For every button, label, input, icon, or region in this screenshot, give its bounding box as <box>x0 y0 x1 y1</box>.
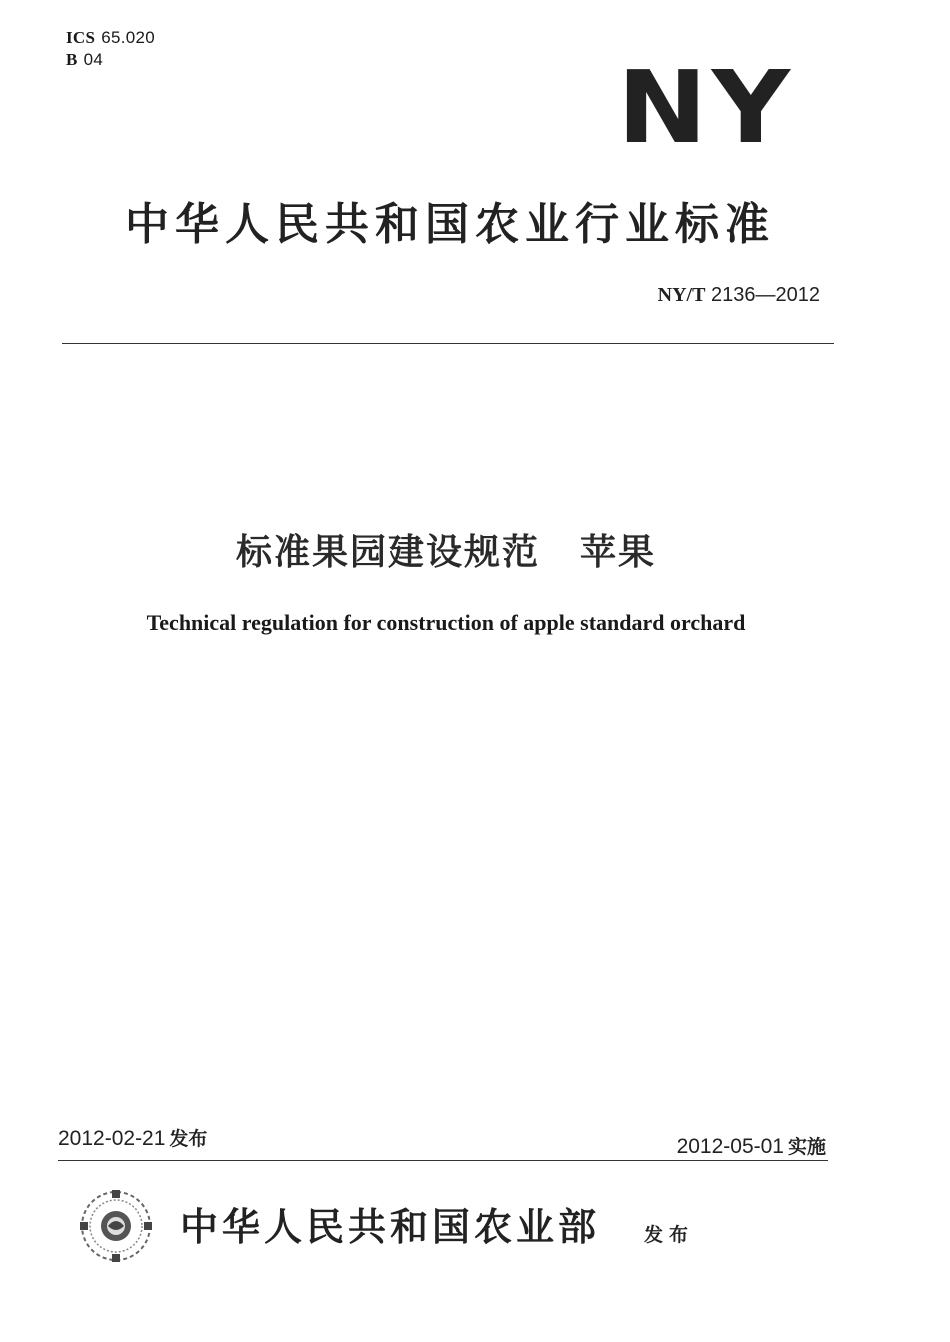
ics-code <box>66 28 155 48</box>
ccs-code <box>66 50 103 70</box>
document-title-zh <box>0 524 892 575</box>
publisher-name: 中华人民共和国农业部 <box>180 1204 601 1249</box>
standard-number-prefix: NY/T <box>657 284 706 306</box>
issue-date <box>58 1124 207 1151</box>
issue-date-value: 2012-02-21 <box>58 1127 166 1150</box>
ministry-emblem-icon <box>78 1188 154 1264</box>
implementation-date <box>677 1132 826 1159</box>
top-divider <box>62 343 834 344</box>
ics-label: ICS <box>66 28 96 47</box>
standard-number-value: 2136—2012 <box>711 284 820 306</box>
implementation-date-word: 实施 <box>787 1136 826 1158</box>
document-title-en: Technical regulation for construction of apple standard orchard <box>146 610 746 635</box>
ccs-number: 04 <box>83 50 104 69</box>
title-zh-main: 标准果园建设规范 <box>235 532 540 573</box>
ny-logo-mark: NY <box>617 49 795 166</box>
issue-date-word: 发布 <box>169 1128 208 1150</box>
publish-word: 发布 <box>644 1224 695 1246</box>
implementation-date-value: 2012-05-01 <box>676 1135 784 1158</box>
standard-category-title: 中华人民共和国农业行业标准 <box>125 199 775 250</box>
standard-number <box>658 284 820 307</box>
bottom-divider <box>58 1160 828 1161</box>
ics-number: 65.020 <box>101 28 156 47</box>
ccs-label: B <box>66 50 78 69</box>
title-zh-sub: 苹果 <box>580 532 657 573</box>
